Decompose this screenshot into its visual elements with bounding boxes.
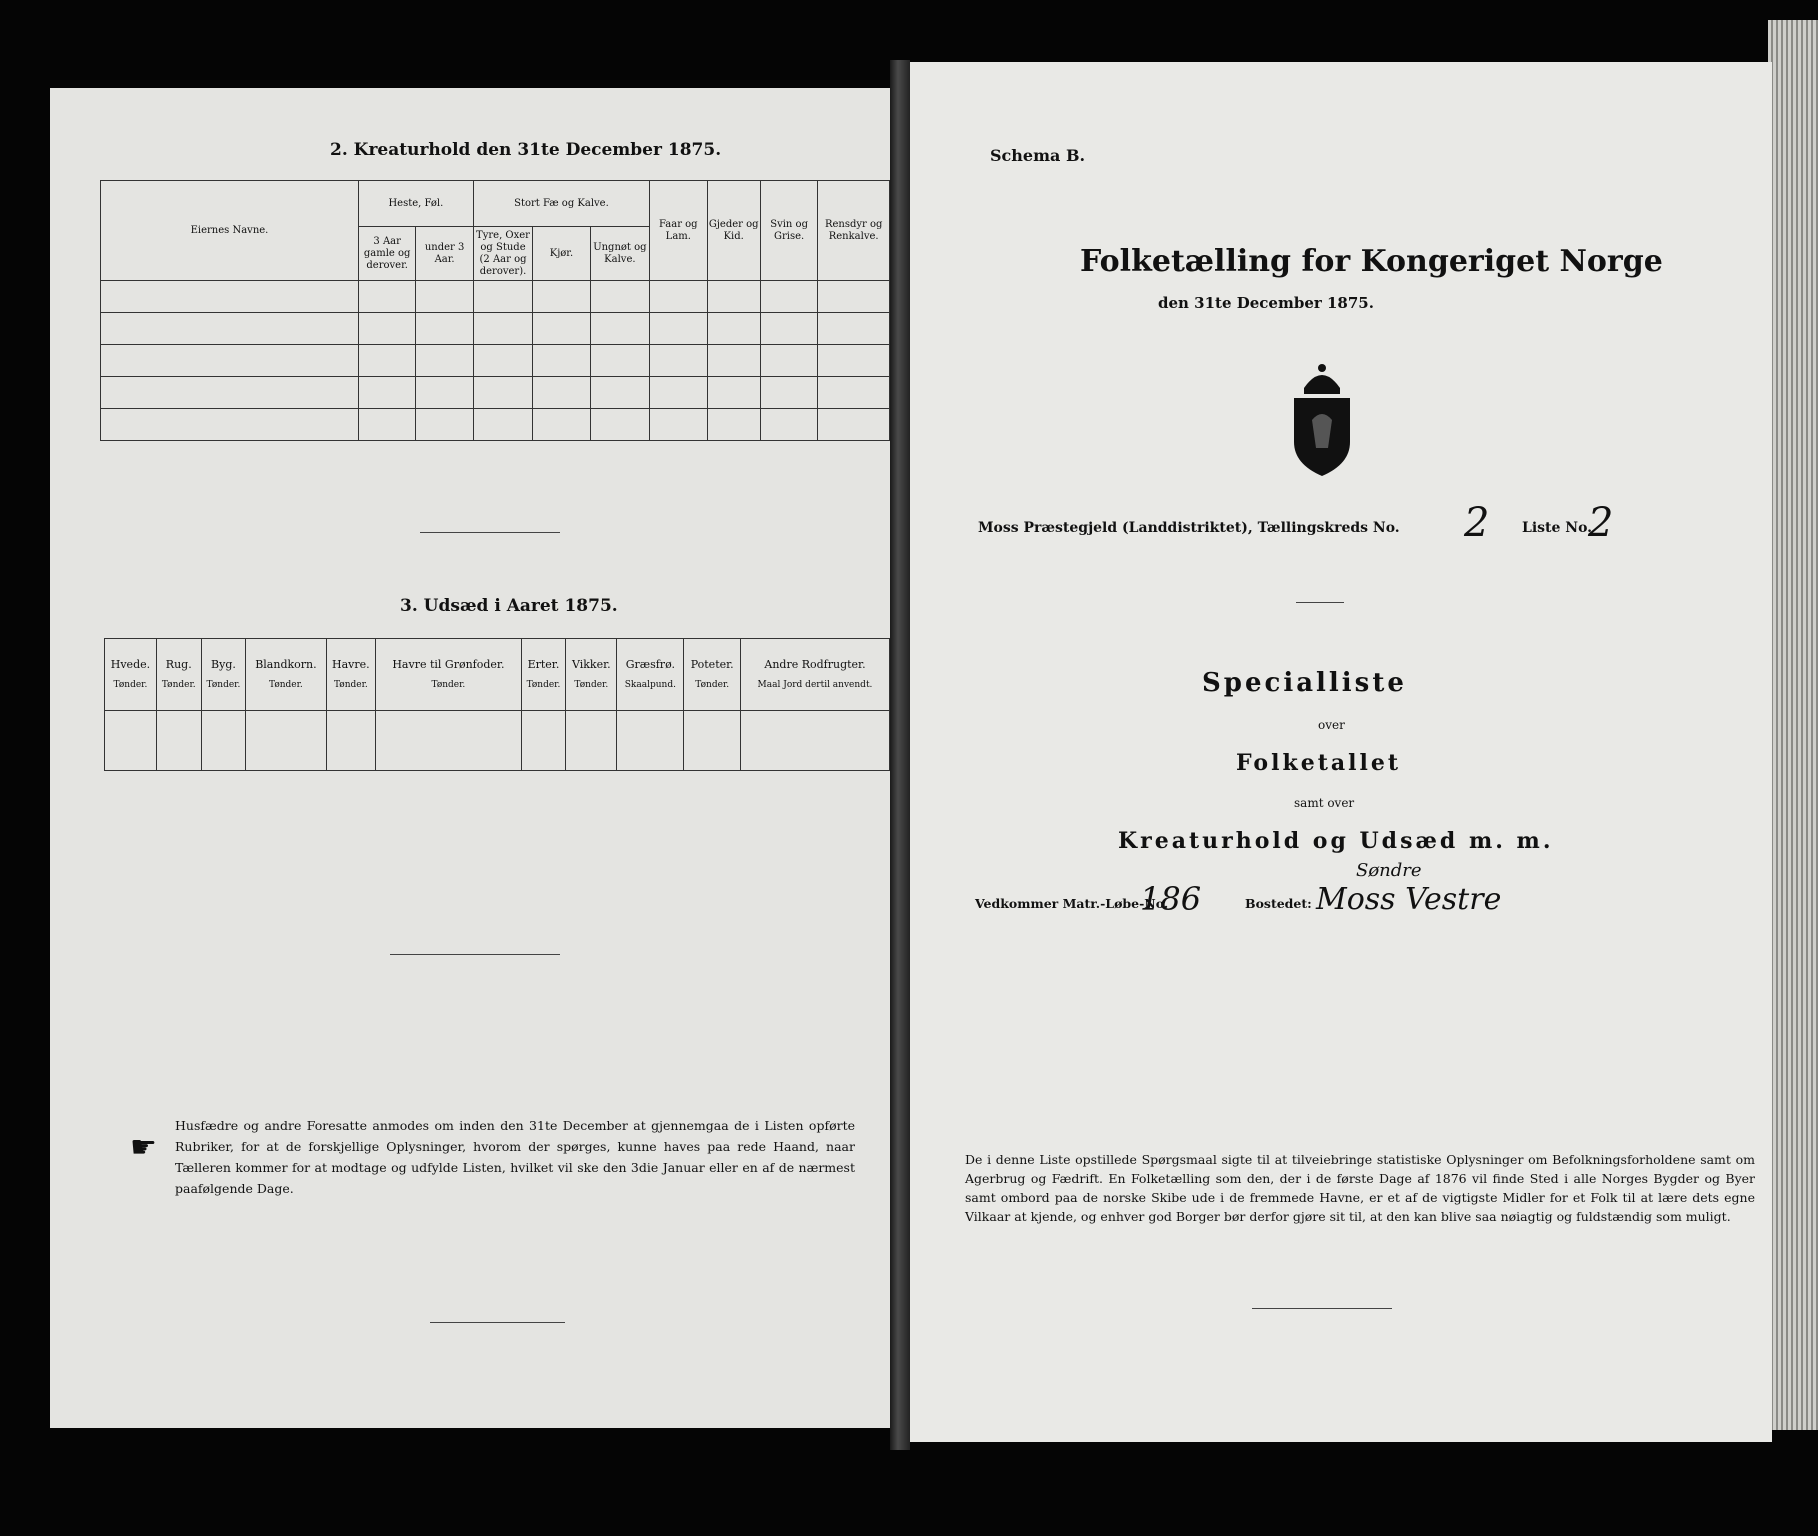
svin-header: Svin og Grise.	[760, 181, 817, 281]
crop-name: Havre til Grønfoder.	[392, 657, 505, 671]
folketallet-heading: Folketallet	[1236, 750, 1401, 776]
liste-label: Liste No.	[1522, 520, 1593, 536]
over-text: over	[1318, 718, 1345, 732]
divider-line	[390, 954, 560, 955]
heste-sub-2: under 3 Aar.	[416, 227, 473, 281]
crop-header	[521, 639, 566, 711]
crop-header	[105, 639, 157, 711]
subtitle: den 31te December 1875.	[1158, 294, 1374, 312]
crop-name: Andre Rodfrugter.	[764, 657, 866, 671]
crop-unit: Tønder.	[526, 679, 561, 690]
divider-line-bottom	[430, 1322, 565, 1323]
liste-number: 2	[1588, 500, 1614, 546]
crop-name: Vikker.	[571, 657, 611, 671]
coat-of-arms-icon	[1282, 360, 1362, 480]
main-title: Folketælling for Kongeriget Norge	[1080, 244, 1663, 279]
crop-unit: Tønder.	[431, 679, 466, 690]
matr-number: 186	[1140, 880, 1202, 918]
crop-name: Hvede.	[110, 657, 151, 671]
crop-name: Rug.	[165, 657, 192, 671]
crop-name: Havre.	[332, 657, 370, 671]
crop-unit: Tønder.	[574, 679, 609, 690]
schema-label: Schema B.	[990, 146, 1086, 165]
crop-header	[617, 639, 684, 711]
table-row	[101, 409, 890, 441]
section2-title: 2. Kreaturhold den 31te December 1875.	[330, 140, 722, 160]
crop-unit: Maal Jord dertil anvendt.	[757, 679, 873, 690]
heste-sub-1: 3 Aar gamle og derover.	[358, 227, 415, 281]
crop-header	[376, 639, 521, 711]
notice-text: Husfædre og andre Foresatte anmodes om inden den 31te December at gjennemgaa de i Listen opførte Rubriker, for at de forskjellige Oplysninger, hvorom der spørges, kunne haves paa rede Haand, naar Tælleren kommer for at modtage og udfylde Listen, hvilket vil ske den 3die Januar eller en af de nærmest paafølgende Dage.	[175, 1118, 855, 1196]
crop-unit: Tønder.	[333, 679, 368, 690]
crop-name: Byg.	[211, 657, 236, 671]
crop-name: Blandkorn.	[255, 657, 317, 671]
table-row	[101, 377, 890, 409]
faar-header: Faar og Lam.	[650, 181, 707, 281]
crop-unit: Tønder.	[113, 679, 148, 690]
section3-title: 3. Udsæd i Aaret 1875.	[400, 596, 618, 616]
sowing-table	[104, 638, 890, 771]
district-line: Moss Præstegjeld (Landdistriktet), Tællingskreds No.	[978, 520, 1400, 536]
page-stack-edge	[1768, 20, 1818, 1430]
crop-header	[566, 639, 617, 711]
kreaturhold-heading: Kreaturhold og Udsæd m. m.	[1118, 828, 1554, 854]
end-rule	[1252, 1308, 1392, 1309]
crop-unit: Skaalpund.	[624, 679, 676, 690]
storfe-header: Stort Fæ og Kalve.	[473, 181, 649, 227]
crop-header	[156, 639, 201, 711]
matr-label: Vedkommer Matr.-Løbe-No.	[975, 896, 1169, 911]
crop-header	[684, 639, 741, 711]
crop-header	[201, 639, 246, 711]
book-spine	[890, 60, 910, 1450]
crop-header	[740, 639, 889, 711]
section-divider	[420, 532, 560, 533]
crop-unit: Tønder.	[206, 679, 241, 690]
heste-header: Heste, Føl.	[358, 181, 473, 227]
table-row	[101, 345, 890, 377]
closing-text: De i denne Liste opstillede Spørgsmaal sigte til at tilveiebringe statistiske Oplysninger om Befolkningsforholdene samt om Agerbrug og Fædrift. En Folketælling som den, der i de første Dage af 1876 vil finde Sted i alle Norges Bygder og Byer samt ombord paa de norske Skibe ude i de fremmede Havne, er et af de vigtigste Midler for et Folk til at lære dets egne Vilkaar at kjende, og enhver god Borger bør derfor gjøre sit til, at den kan blive saa nøiagtig og fuldstændig som muligt.	[965, 1152, 1755, 1224]
crop-unit: Tønder.	[161, 679, 196, 690]
kreds-number: 2	[1464, 500, 1490, 546]
samt-over-text: samt over	[1294, 796, 1355, 810]
storfe-sub-1: Tyre, Oxer og Stude (2 Aar og derover).	[473, 227, 532, 281]
livestock-table	[100, 180, 890, 441]
storfe-sub-3: Ungnøt og Kalve.	[590, 227, 649, 281]
bostedet-label: Bostedet:	[1245, 896, 1312, 911]
bostedet-value: Moss Vestre	[1316, 882, 1502, 917]
table-row	[105, 711, 890, 771]
pointing-hand-icon: ☛	[130, 1130, 157, 1165]
crop-unit: Tønder.	[269, 679, 303, 690]
table-row	[101, 281, 890, 313]
crop-name: Græsfrø.	[625, 657, 675, 671]
crop-name: Erter.	[527, 657, 560, 671]
crop-header	[246, 639, 326, 711]
table-row	[101, 313, 890, 345]
crop-header	[326, 639, 376, 711]
specialliste-heading: Specialliste	[1202, 668, 1407, 698]
rensdyr-header: Rensdyr og Renkalve.	[818, 181, 890, 281]
storfe-sub-2: Kjør.	[533, 227, 590, 281]
short-rule	[1296, 602, 1344, 603]
gjeder-header: Gjeder og Kid.	[707, 181, 760, 281]
owner-column-header: Eiernes Navne.	[101, 181, 359, 281]
crop-unit: Tønder.	[695, 679, 730, 690]
crop-name: Poteter.	[690, 657, 734, 671]
bostedet-above: Søndre	[1356, 860, 1422, 881]
